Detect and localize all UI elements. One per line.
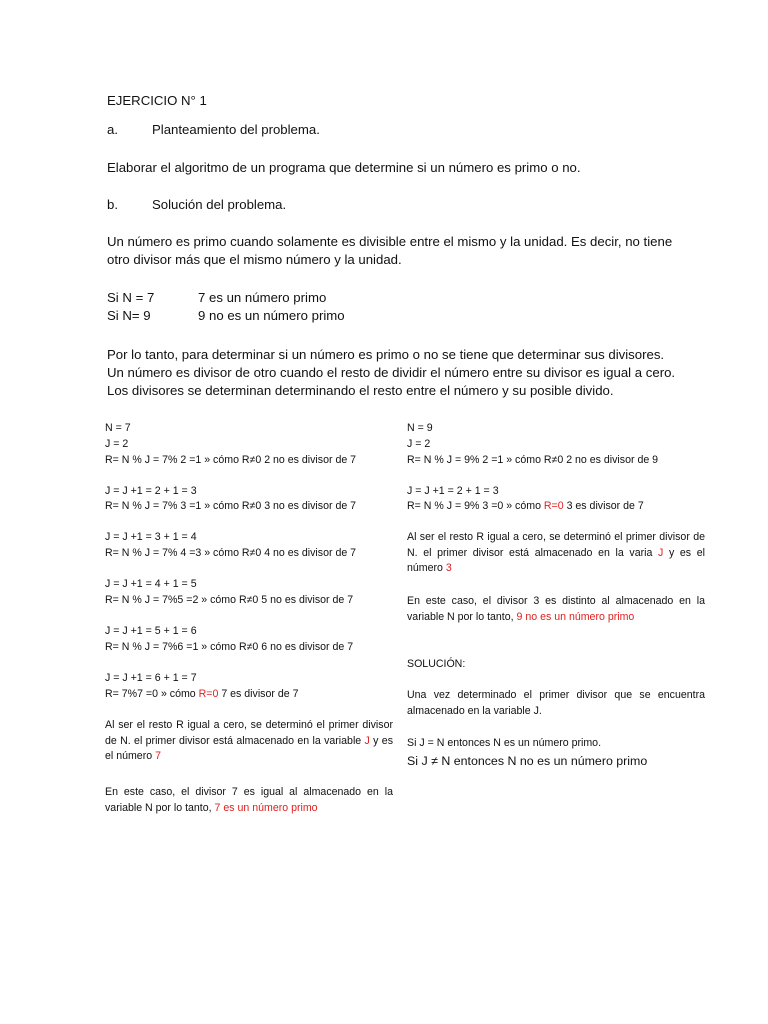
left-conclusion-1-number: 7: [155, 750, 161, 763]
left-header: N = 7: [105, 422, 131, 434]
right-final-remainder: R=0: [543, 500, 564, 512]
explanation-line: Los divisores se determinan determinando el resto entre el número y su posible divido.: [107, 383, 614, 398]
example-condition: Si N= 9: [107, 308, 151, 323]
right-conclusion-1-text: Al ser el resto R igual a cero, se determinó el primer divisor de N. el primer divisor está almacenado en la varia: [407, 531, 705, 559]
right-final-pre: R= N % J = 9% 3 =0 » cómo: [407, 500, 544, 512]
left-step-line: R= N % J = 7%5 =2 » cómo R≠0 5 no es divisor de 7: [105, 594, 354, 606]
left-step-line: J = J +1 = 5 + 1 = 6: [105, 625, 197, 637]
solution-text: Una vez determinado el primer divisor que se encuentra almacenado en la variable J.: [407, 689, 705, 717]
right-conclusion-1: [407, 530, 705, 577]
left-final-line: [105, 687, 298, 703]
solution-label: SOLUCIÓN:: [407, 658, 466, 670]
right-step-line: J = J +1 = 2 + 1 = 3: [407, 485, 499, 497]
left-init: J = 2: [105, 438, 129, 450]
left-step-line: R= N % J = 7%6 =1 » cómo R≠0 6 no es divisor de 7: [105, 641, 354, 653]
section-a-letter: a.: [107, 122, 118, 137]
exercise-title: EJERCICIO N° 1: [107, 93, 207, 108]
section-a-heading: Planteamiento del problema.: [152, 122, 320, 137]
explanation-line: Por lo tanto, para determinar si un número es primo o no se tiene que determinar sus divisores.: [107, 347, 665, 362]
left-conclusion-1-text: Al ser el resto R igual a cero, se determinó el primer divisor de N. el primer divisor está almacenado en la variable: [105, 719, 393, 747]
left-step-line: J = J +1 = 3 + 1 = 4: [105, 531, 197, 543]
left-step-line: J = J +1 = 6 + 1 = 7: [105, 672, 197, 684]
section-b-letter: b.: [107, 197, 118, 212]
solution-rule-prime: Si J = N entonces N es un número primo.: [407, 737, 602, 749]
right-conclusion-2-text: En este caso, el divisor 3 es distinto al almacenado en la variable N por lo tanto,: [407, 595, 705, 623]
left-step-line: J = J +1 = 2 + 1 = 3: [105, 485, 197, 497]
example-result: 7 es un número primo: [198, 290, 327, 305]
left-final-pre: R= 7%7 =0 » cómo: [105, 688, 199, 700]
right-conclusion-2-result: 9 no es un número primo: [516, 610, 635, 623]
left-step-line: R= N % J = 7% 3 =1 » cómo R≠0 3 no es divisor de 7: [105, 500, 357, 512]
left-final-post: 7 es divisor de 7: [218, 688, 299, 700]
definition-line: otro divisor más que el mismo número y la unidad.: [107, 252, 402, 267]
left-conclusion-2-text: En este caso, el divisor 7 es igual al almacenado en la variable N por lo tanto,: [105, 786, 393, 814]
left-conclusion-1: [105, 718, 393, 765]
example-result: 9 no es un número primo: [198, 308, 345, 323]
right-conclusion-1-number: 3: [445, 562, 452, 575]
section-b-heading: Solución del problema.: [152, 197, 287, 212]
right-init: J = 2: [407, 438, 431, 450]
right-step-line: R= N % J = 9% 2 =1 » cómo R≠0 2 no es divisor de 9: [407, 454, 659, 466]
right-conclusion-1-mid: y es el número: [407, 546, 705, 575]
left-conclusion-1-mid: y es el número: [105, 734, 393, 763]
right-final-post: 3 es divisor de 7: [563, 500, 644, 512]
left-step-line: R= N % J = 7% 2 =1 » cómo R≠0 2 no es divisor de 7: [105, 454, 357, 466]
explanation-line: Un número es divisor de otro cuando el resto de dividir el número entre su divisor es igual a cero.: [107, 365, 676, 380]
definition-line: Un número es primo cuando solamente es divisible entre el mismo y la unidad. Es decir, no tiene: [107, 234, 673, 249]
right-final-line: [407, 499, 644, 515]
right-conclusion-1-var: J: [658, 546, 664, 559]
left-conclusion-2: [105, 785, 393, 816]
example-condition: Si N = 7: [107, 290, 155, 305]
right-conclusion-2: [407, 594, 705, 625]
left-conclusion-2-result: 7 es un número primo: [214, 801, 318, 814]
left-final-remainder: R=0: [198, 688, 219, 700]
solution-rule-not-prime: Si J ≠ N entonces N no es un número primo: [407, 754, 648, 768]
problem-statement: Elaborar el algoritmo de un programa que determine si un número es primo o no.: [107, 160, 581, 175]
left-step-line: J = J +1 = 4 + 1 = 5: [105, 578, 197, 590]
left-step-line: R= N % J = 7% 4 =3 » cómo R≠0 4 no es divisor de 7: [105, 547, 357, 559]
right-header: N = 9: [407, 422, 433, 434]
left-conclusion-1-var: J: [364, 734, 370, 747]
